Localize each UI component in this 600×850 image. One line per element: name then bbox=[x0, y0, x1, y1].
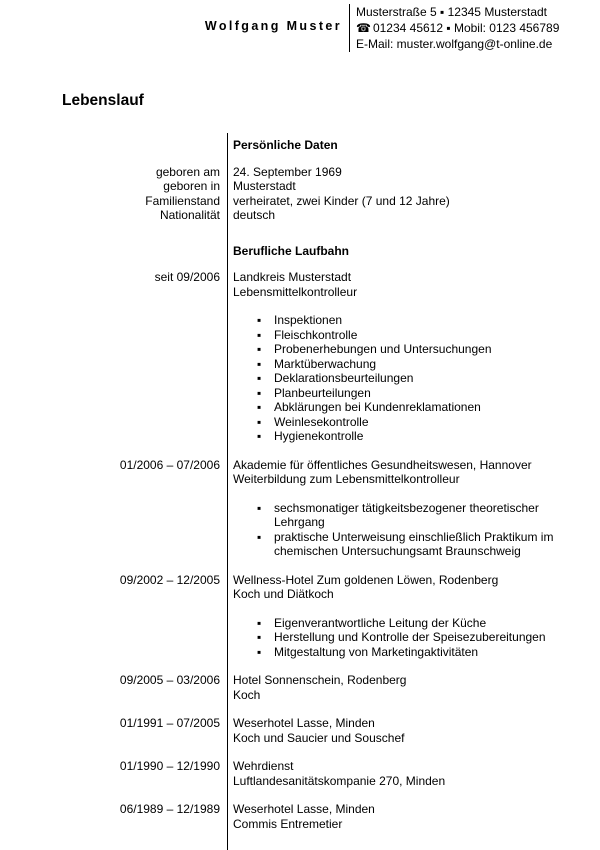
career-entry bbox=[0, 573, 600, 660]
task-text: Deklarationsbeurteilungen bbox=[274, 371, 414, 385]
personal-label: geboren in bbox=[163, 179, 220, 193]
task-item bbox=[233, 400, 590, 415]
career-line: Wellness-Hotel Zum goldenen Löwen, Rodenberg bbox=[233, 572, 499, 587]
bullet-icon: ▪ bbox=[257, 356, 262, 371]
career-line: Koch und Saucier und Souschef bbox=[233, 730, 405, 745]
career-line: Hotel Sonnenschein, Rodenberg bbox=[233, 673, 407, 687]
phone-icon: ☎ bbox=[356, 21, 371, 35]
career-date: 01/2006 – 07/2006 bbox=[119, 457, 220, 472]
personal-value: verheiratet, zwei Kinder (7 und 12 Jahre) bbox=[233, 193, 450, 208]
task-text: Hygienekontrolle bbox=[274, 429, 364, 443]
career-line: Wehrdienst bbox=[233, 759, 294, 773]
task-item bbox=[233, 386, 590, 401]
career-details bbox=[233, 673, 590, 702]
career-entry bbox=[0, 673, 600, 702]
career-line: Weserhotel Lasse, Minden bbox=[233, 716, 375, 730]
career-line: Weserhotel Lasse, Minden bbox=[233, 802, 375, 816]
task-text: Probenerhebungen und Untersuchungen bbox=[274, 342, 492, 356]
career-date: seit 09/2006 bbox=[154, 270, 220, 284]
career-entry bbox=[0, 270, 600, 444]
document-title: Lebenslauf bbox=[62, 92, 144, 109]
task-text: Weinlesekontrolle bbox=[274, 414, 369, 429]
task-item bbox=[233, 429, 590, 444]
bullet-icon: ▪ bbox=[257, 500, 262, 515]
bullet-icon: ▪ bbox=[257, 630, 262, 644]
bullet-icon: ▪ bbox=[257, 644, 262, 659]
contact-block bbox=[356, 4, 559, 52]
career-details bbox=[233, 458, 590, 559]
bullet-icon: ▪ bbox=[257, 385, 262, 400]
career-entry bbox=[0, 716, 600, 745]
personal-row bbox=[0, 179, 600, 194]
career-line: Luftlandesanitätskompanie 270, Minden bbox=[233, 773, 446, 788]
task-text: praktische Unterweisung einschließlich Praktikum im chemischen Untersuchungsamt Braunschweig bbox=[274, 529, 554, 558]
task-item bbox=[233, 415, 590, 430]
bullet-icon: ▪ bbox=[257, 414, 262, 429]
career-details bbox=[233, 573, 590, 660]
bullet-icon: ▪ bbox=[257, 371, 262, 385]
task-text: sechsmonatiger tätigkeitsbezogener theoretischer Lehrgang bbox=[274, 500, 539, 529]
applicant-name: Wolfgang Muster bbox=[204, 19, 342, 33]
personal-data bbox=[0, 165, 600, 223]
task-text: Inspektionen bbox=[274, 313, 343, 327]
cv-content bbox=[0, 138, 600, 845]
career-date: 06/1989 – 12/1989 bbox=[119, 802, 220, 816]
personal-row bbox=[0, 165, 600, 180]
career-date: 01/1990 – 12/1990 bbox=[119, 759, 220, 773]
career-details bbox=[233, 716, 590, 745]
personal-label: Nationalität bbox=[159, 208, 220, 222]
career-entry bbox=[0, 759, 600, 788]
career-details bbox=[233, 759, 590, 788]
email-line: E-Mail: muster.wolfgang@t-online.de bbox=[356, 37, 553, 51]
task-text: Planbeurteilungen bbox=[274, 385, 371, 400]
task-item bbox=[233, 501, 590, 530]
career-line: Lebensmittelkontrolleur bbox=[233, 284, 358, 299]
career-entries bbox=[0, 270, 600, 831]
career-date: 09/2002 – 12/2005 bbox=[119, 572, 220, 587]
personal-label: geboren am bbox=[155, 164, 220, 179]
personal-row bbox=[0, 194, 600, 209]
task-item bbox=[233, 645, 590, 660]
career-line: Commis Entremetier bbox=[233, 816, 343, 831]
task-list bbox=[233, 501, 590, 559]
task-item bbox=[233, 530, 590, 559]
header-divider bbox=[349, 4, 350, 52]
career-entry bbox=[0, 802, 600, 831]
bullet-icon: ▪ bbox=[257, 342, 262, 356]
career-details bbox=[233, 270, 590, 444]
personal-value: Musterstadt bbox=[233, 179, 296, 193]
phone-line: 01234 45612 ▪ Mobil: 0123 456789 bbox=[372, 21, 560, 35]
task-text: Abklärungen bei Kundenreklamationen bbox=[274, 400, 481, 414]
task-text: Marktüberwachung bbox=[274, 356, 377, 371]
task-item bbox=[233, 342, 590, 357]
task-text: Herstellung und Kontrolle der Speisezubereitungen bbox=[274, 630, 546, 644]
task-list bbox=[233, 616, 590, 660]
career-entry bbox=[0, 458, 600, 559]
section-heading-career: Berufliche Laufbahn bbox=[233, 243, 350, 258]
task-item bbox=[233, 313, 590, 328]
task-item bbox=[233, 328, 590, 343]
task-item bbox=[233, 357, 590, 372]
task-list bbox=[233, 313, 590, 444]
bullet-icon: ▪ bbox=[257, 327, 262, 342]
bullet-icon: ▪ bbox=[257, 313, 262, 327]
task-item bbox=[233, 630, 590, 645]
task-text: Fleischkontrolle bbox=[274, 327, 358, 342]
personal-label: Familienstand bbox=[145, 193, 220, 208]
career-line: Koch bbox=[233, 687, 261, 702]
section-heading-personal: Persönliche Daten bbox=[233, 138, 338, 152]
career-line: Koch und Diätkoch bbox=[233, 587, 334, 601]
career-details bbox=[233, 802, 590, 831]
career-date: 01/1991 – 07/2005 bbox=[119, 716, 220, 730]
task-item bbox=[233, 616, 590, 631]
task-text: Mitgestaltung von Marketingaktivitäten bbox=[274, 644, 479, 659]
bullet-icon: ▪ bbox=[257, 429, 262, 443]
career-line: Weiterbildung zum Lebensmittelkontrolleur bbox=[233, 472, 460, 486]
bullet-icon: ▪ bbox=[257, 615, 262, 630]
task-item bbox=[233, 371, 590, 386]
bullet-icon: ▪ bbox=[257, 400, 262, 414]
address-line: Musterstraße 5 ▪ 12345 Musterstadt bbox=[356, 5, 548, 19]
personal-value: 24. September 1969 bbox=[233, 164, 342, 179]
bullet-icon: ▪ bbox=[257, 529, 262, 544]
personal-value: deutsch bbox=[233, 208, 276, 222]
task-text: Eigenverantwortliche Leitung der Küche bbox=[274, 615, 487, 630]
career-line: Akademie für öffentliches Gesundheitswesen, Hannover bbox=[233, 457, 532, 472]
career-date: 09/2005 – 03/2006 bbox=[119, 673, 220, 687]
personal-row bbox=[0, 208, 600, 223]
career-line: Landkreis Musterstadt bbox=[233, 270, 352, 284]
phone-row bbox=[356, 20, 559, 36]
